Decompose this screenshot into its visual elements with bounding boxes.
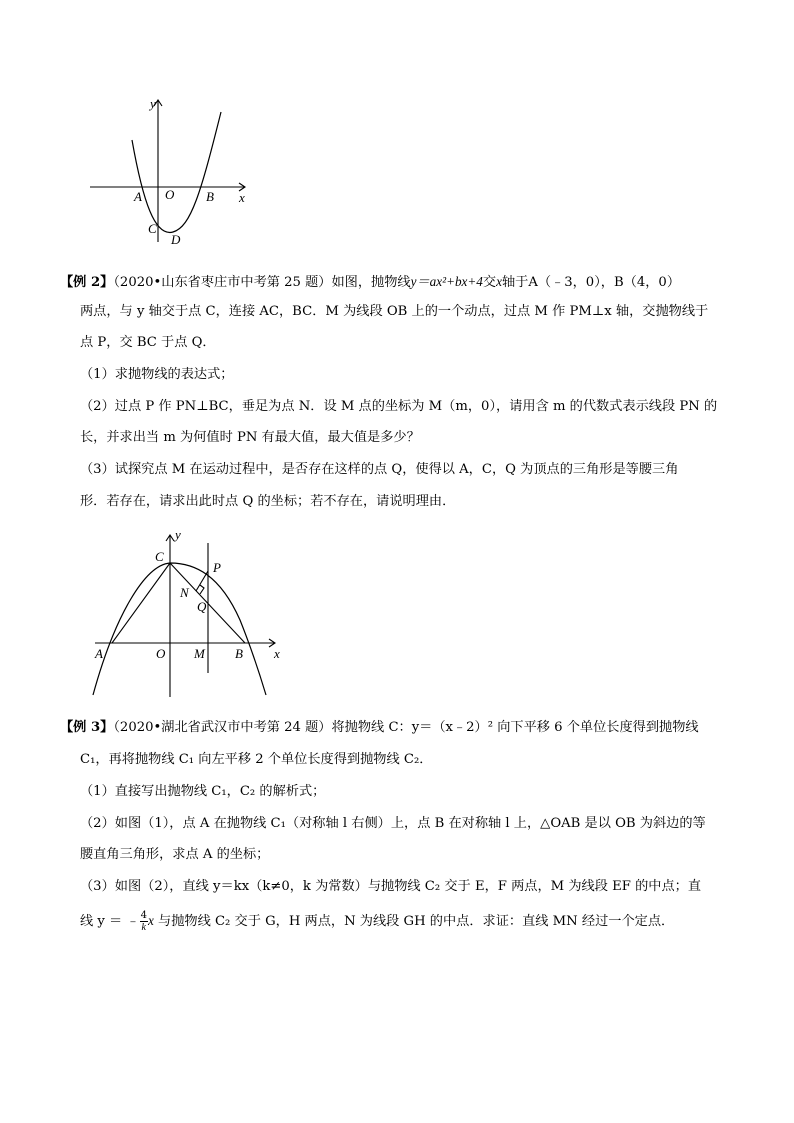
label-O: O xyxy=(156,646,166,661)
label-D: D xyxy=(171,232,181,247)
label-C: C xyxy=(148,221,157,236)
label-M: M xyxy=(194,646,205,661)
ex2-q2a: （2）过点 P 作 PN⊥BC，垂足为点 N．设 M 点的坐标为 M（m，0），请用含 m 的代数式表示线段 PN 的 xyxy=(80,399,718,414)
ex2-tag: 【例 2】 xyxy=(60,275,114,290)
right-angle-mark xyxy=(200,585,204,594)
ex3-line1: 【例 3】（2020•湖北省武汉市中考第 24 题）将抛物线 C：y＝（x﹣2）² 向下平移 6 个单位长度得到抛物线 xyxy=(60,720,699,735)
segment-PN xyxy=(196,571,208,591)
label-x: x xyxy=(239,190,245,205)
ex2-points: A（﹣3，0），B（4，0） xyxy=(528,275,681,290)
parabola-curve xyxy=(132,112,221,232)
label-N: N xyxy=(180,585,189,600)
ex3-q3a: （3）如图（2），直线 y＝kx（k≠0，k 为常数）与抛物线 C₂ 交于 E，F 两点，M 为线段 EF 的中点；直 xyxy=(80,879,702,894)
ex2-q1: （1）求抛物线的表达式； xyxy=(80,367,234,382)
ex2-line2: 两点，与 y 轴交于点 C，连接 AC，BC．M 为线段 OB 上的一个动点，过点 M 作 PM⊥x 轴，交抛物线于 xyxy=(80,304,709,319)
ex3-q1: （1）直接写出抛物线 C₁，C₂ 的解析式； xyxy=(80,784,326,799)
figure-parabola-2 xyxy=(90,525,290,703)
label-P: P xyxy=(213,560,221,575)
segment-AC xyxy=(112,563,170,643)
label-A: A xyxy=(95,646,103,661)
ex3-line2: C₁，再将抛物线 C₁ 向左平移 2 个单位长度得到抛物线 C₂． xyxy=(80,752,433,767)
fraction-4-over-k: $\frac{4}{k}$ xyxy=(140,910,147,933)
ex2-line3: 点 P，交 BC 于点 Q． xyxy=(80,335,216,350)
label-A: A xyxy=(134,189,142,204)
label-x: x xyxy=(274,646,280,661)
ex3-tag: 【例 3】 xyxy=(60,720,114,735)
figure-parabola-1 xyxy=(85,92,260,252)
ex3-q3b: 线 y ＝ ﹣ $\frac{4}{k}$ x 与抛物线 C₂ 交于 G，H 两点，N 为线段 GH 的中点．求证：直线 MN 经过一个定点． xyxy=(80,910,675,933)
ex3-source: （2020•湖北省武汉市中考第 24 题） xyxy=(113,720,332,735)
ex2-q2b: 长，并求出当 m 为何值时 PN 有最大值，最大值是多少？ xyxy=(80,430,420,445)
ex3-q2b: 腰直角三角形，求点 A 的坐标； xyxy=(80,847,270,862)
label-B: B xyxy=(235,646,243,661)
ex2-line1: 【例 2】（2020•山东省枣庄市中考第 25 题）如图，抛物线y＝ax²+bx+4交x轴于A（﹣3，0），B（4，0） xyxy=(60,274,681,290)
label-y: y xyxy=(175,527,181,542)
ex2-q3a: （3）试探究点 M 在运动过程中，是否存在这样的点 Q，使得以 A，C，Q 为顶点的三角形是等腰三角 xyxy=(80,462,679,477)
parabola-curve xyxy=(93,563,266,695)
label-Q: Q xyxy=(197,599,207,614)
ex2-q3b: 形．若存在，请求出此时点 Q 的坐标；若不存在，请说明理由． xyxy=(80,494,456,509)
ex2-source: （2020•山东省枣庄市中考第 25 题） xyxy=(113,275,332,290)
label-C: C xyxy=(155,549,164,564)
ex3-q2a: （2）如图（1），点 A 在抛物线 C₁（对称轴 l 右侧）上，点 B 在对称轴 l 上，△OAB 是以 OB 为斜边的等 xyxy=(80,816,706,831)
label-y: y xyxy=(150,96,156,111)
ex2-formula: y＝ax²+bx+4 xyxy=(410,274,483,289)
label-B: B xyxy=(206,189,214,204)
label-O: O xyxy=(165,187,175,202)
